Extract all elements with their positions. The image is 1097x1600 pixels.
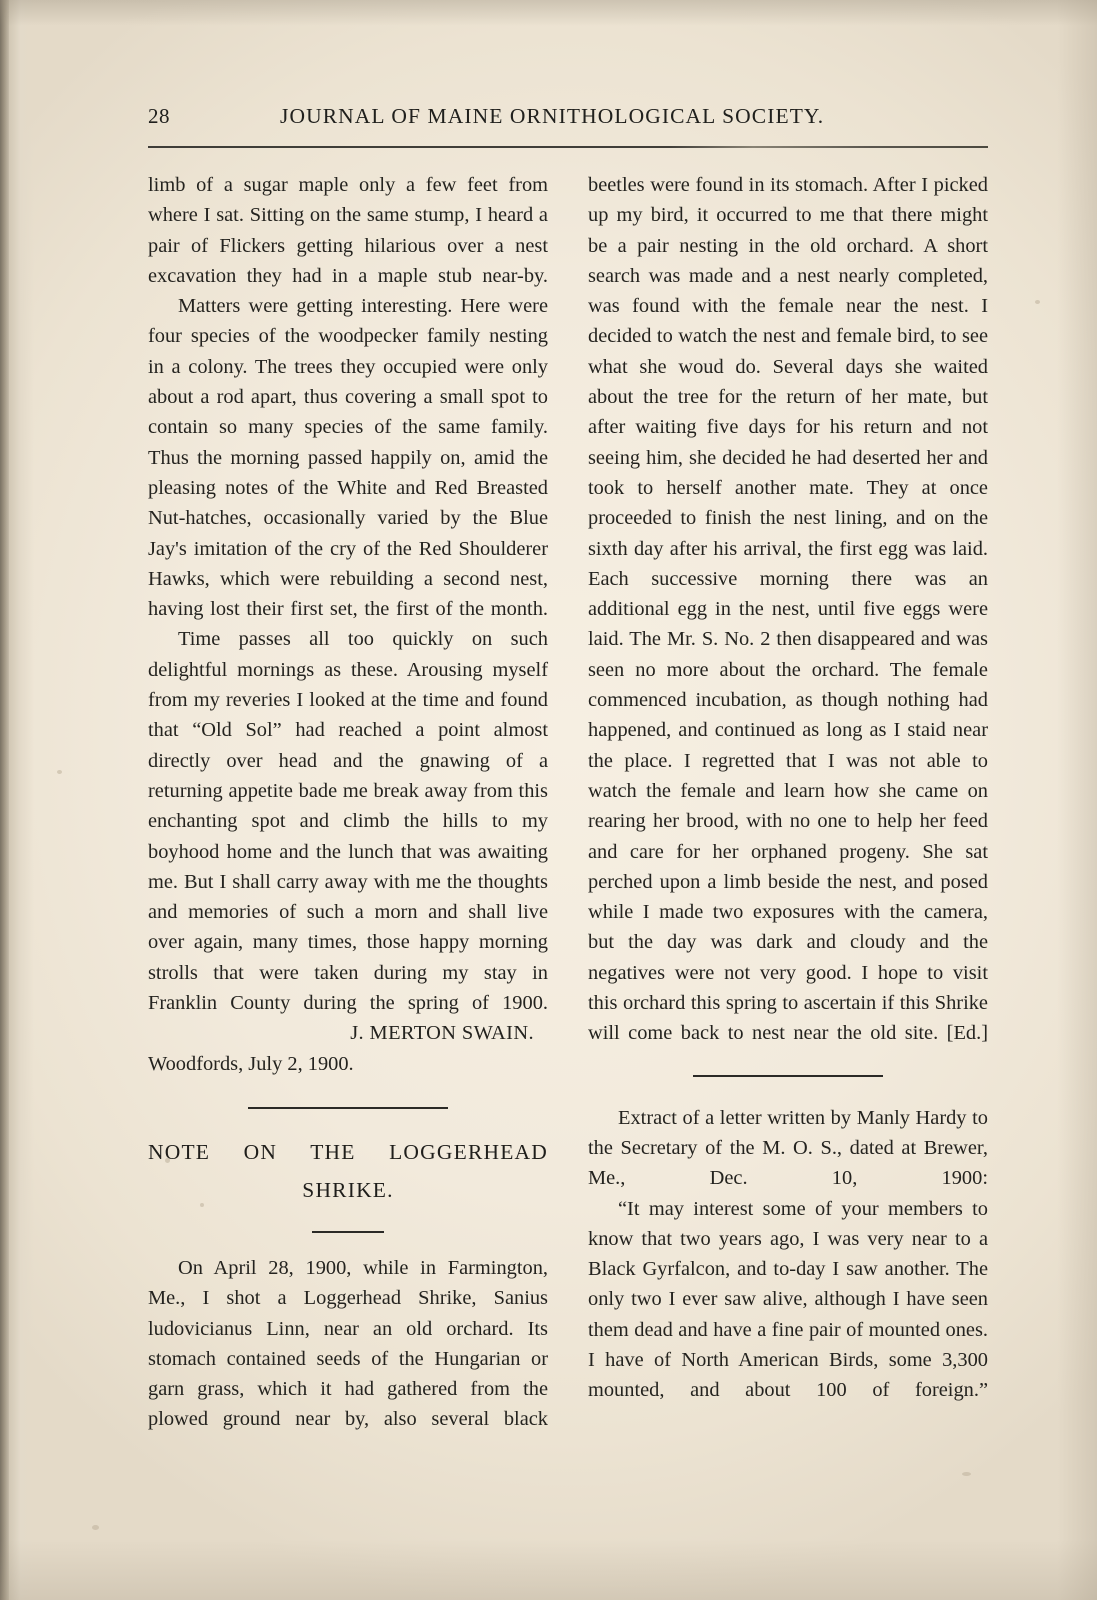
paper-speck [962, 1472, 971, 1476]
paper-speck [1035, 300, 1040, 304]
place-and-date: Woodfords, July 2, 1900. [148, 1052, 354, 1075]
paragraph-shrike-collected: On April 28, 1900, while in Farmington, Me., I shot a Loggerhead Shrike, Sanius ludovicianus Linn, near an old orchard. Its stomach contained seeds of the Hungarian or garn grass, which it had gathered from the plowed ground near by, also several black [148, 1256, 548, 1431]
page-edge-top [0, 0, 1097, 26]
running-head [148, 104, 988, 138]
column-right [588, 170, 988, 1435]
paragraph-extract-quote: “It may interest some of your members to know that two years ago, I was very near to a Black Gyrfalcon, and to-day I saw another. The only two I ever saw alive, although I have seen them dead and have a fine pair of mounted ones. I have of North American Birds, some 3,300 mounted, and about 100 of foreign.” [588, 1197, 988, 1402]
paper-speck [57, 770, 62, 774]
two-column-layout [148, 170, 988, 1435]
section-divider-rule [248, 1107, 448, 1109]
extract-divider-rule [693, 1075, 883, 1077]
paragraph-time-passes: Time passes all too quickly on such delightful mornings as these. Arousing myself from my reveries I looked at the time and found that “Old Sol” had reached a point almost directly over head and the gnawing of a returning appetite bade me break away from this enchanting spot and climb the hills to my boyhood home and the lunch that was awaiting me. But I shall carry away with me the thoughts and memories of such a morn and shall live over again, many times, those happy morning strolls that were taken during my stay in Franklin County during the spring of 1900. [148, 628, 548, 1015]
page-edge-right [1057, 0, 1097, 1600]
heading-underrule [312, 1231, 384, 1233]
paragraph-extract-intro: Extract of a letter written by Manly Hardy to the Secretary of the M. O. S., dated at Brewer, Me., Dec. 10, 1900: [588, 1106, 988, 1190]
paper-speck [92, 1525, 99, 1530]
section-heading-line-2: SHRIKE. [302, 1177, 394, 1202]
page-content [148, 104, 988, 1435]
author-signature: J. MERTON SWAIN. [350, 1022, 534, 1045]
column-left [148, 170, 548, 1435]
section-heading-line-1: NOTE ON THE LOGGERHEAD [148, 1139, 548, 1164]
page-edge-bottom [0, 1540, 1097, 1600]
paragraph-woodpecker-colony: Matters were getting interesting. Here were four species of the woodpecker family nesting in a colony. The trees they occupied were only about a rod apart, thus covering a small spot to contain so many species of the same family. Thus the morning passed happily on, amid the pleasing notes of the White and Red Breasted Nut-hatches, occasionally varied by the Blue Jay's imitation of the cry of the Red Shoulderer Hawks, which were rebuilding a second nest, having lost their first set, the first of the month. [148, 295, 548, 621]
header-rule [148, 146, 988, 148]
page-gutter-edge [0, 0, 9, 1600]
journal-title: JOURNAL OF MAINE ORNITHOLOGICAL SOCIETY. [280, 104, 825, 128]
section-heading [148, 1133, 548, 1209]
page-number: 28 [148, 104, 170, 128]
paragraph-continued-right: beetles were found in its stomach. After I picked up my bird, it occurred to me that there might be a pair nesting in the old orchard. A short search was made and a nest nearly completed, was found with the female near the nest. I decided to watch the nest and female bird, to see what she woud do. Several days she waited about the tree for the return of her mate, but after waiting five days for his return and not seeing him, she decided he had deserted her and took to herself another mate. They at once proceeded to finish the nest lining, and on the sixth day after his arrival, the first egg was laid. Each successive morning there was an additional egg in the nest, until five eggs were laid. The Mr. S. No. 2 then disappeared and was seen no more about the orchard. The female commenced incubation, as though nothing had happened, and continued as long as I staid near the place. I regretted that I was not able to watch the female and learn how she came on rearing her brood, with no one to help her feed and care for her orphaned progeny. She sat perched upon a limb beside the nest, and posed while I made two exposures with the camera, but the day was dark and cloudy and the negatives were not very good. I hope to visit this orchard this spring to ascertain if this Shrike will come back to nest near the old site. [Ed.] [588, 174, 988, 1045]
paragraph-continued-left: limb of a sugar maple only a few feet from where I sat. Sitting on the same stump, I heard a pair of Flickers getting hilarious over a nest excavation they had in a maple stub near-by. [148, 174, 548, 287]
